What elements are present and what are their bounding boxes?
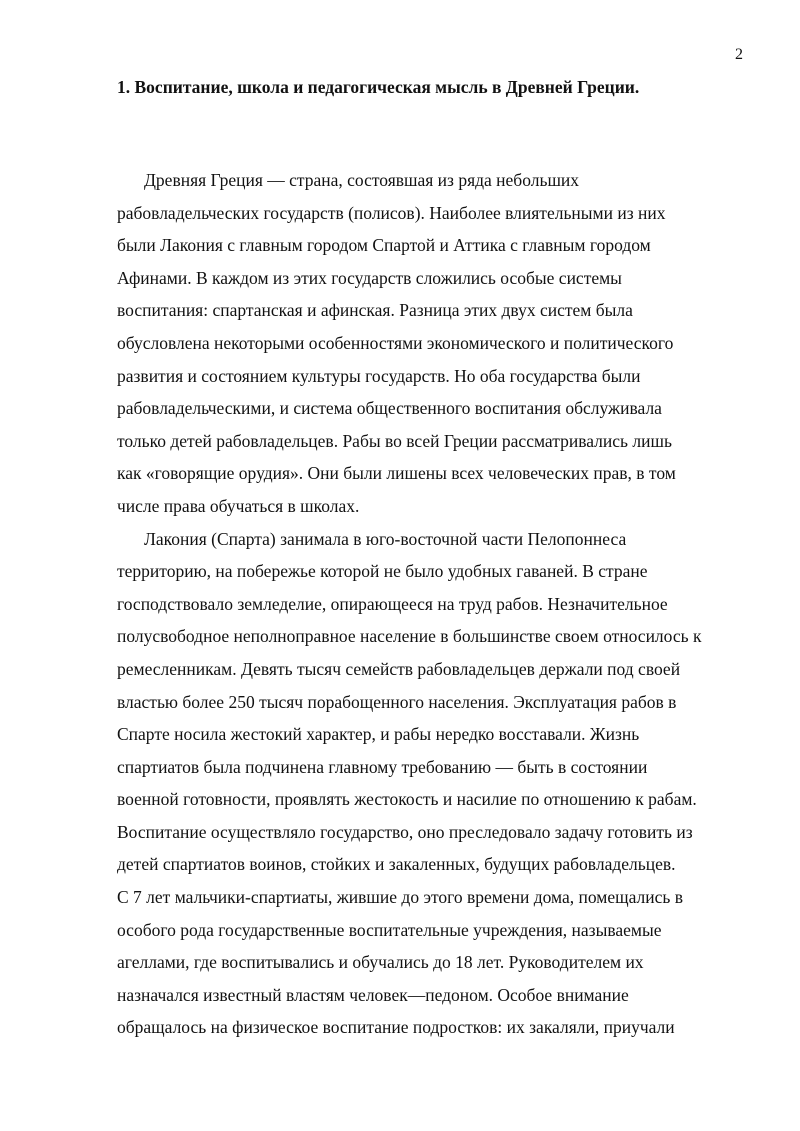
text-line: Афинами. В каждом из этих государств сложились особые системы	[117, 267, 622, 288]
text-line: агеллами, где воспитывались и обучались до 18 лет. Руководителем их	[117, 952, 644, 973]
text-line: рабовладельческих государств (полисов). Наиболее влиятельными из них	[117, 202, 666, 223]
text-line: спартиатов была подчинена главному требованию — быть в состоянии	[117, 756, 648, 777]
text-line: только детей рабовладельцев. Рабы во всей Греции рассматривались лишь	[117, 430, 672, 451]
text-line: Воспитание осуществляло государство, оно преследовало задачу готовить из	[117, 821, 693, 842]
text-line: обращалось на физическое воспитание подростков: их закаляли, приучали	[117, 1017, 675, 1038]
text-line: детей спартиатов воинов, стойких и закаленных, будущих рабовладельцев.	[117, 854, 676, 875]
text-line: Лакония (Спарта) занимала в юго-восточной части Пелопоннеса	[144, 528, 627, 549]
text-line: властью более 250 тысяч порабощенного населения. Эксплуатация рабов в	[117, 691, 677, 712]
text-line: как «говорящие орудия». Они были лишены всех человеческих прав, в том	[117, 463, 676, 484]
text-line: полусвободное неполноправное население в большинстве своем относилось к	[117, 626, 702, 647]
text-line: господствовало земледелие, опирающееся на труд рабов. Незначительное	[117, 593, 668, 614]
text-line: назначался известный властям человек—педоном. Особое внимание	[117, 984, 629, 1005]
text-line: были Лакония с главным городом Спартой и Аттика с главным городом	[117, 235, 651, 256]
section-heading: 1. Воспитание, школа и педагогическая мысль в Древней Греции.	[117, 77, 640, 97]
text-line: воспитания: спартанская и афинская. Разница этих двух систем была	[117, 300, 633, 321]
text-line: развития и состоянием культуры государств. Но оба государства были	[117, 365, 641, 386]
text-line: числе права обучаться в школах.	[117, 495, 360, 516]
text-line: особого рода государственные воспитательные учреждения, называемые	[117, 919, 662, 940]
body-text	[117, 164, 777, 1044]
text-line: Древняя Греция — страна, состоявшая из ряда небольших	[144, 170, 580, 190]
text-line: обусловлена некоторыми особенностями экономического и политического	[117, 332, 674, 353]
page-number: 2	[735, 46, 743, 63]
text-line: рабовладельческими, и система общественного воспитания обслуживала	[117, 398, 662, 419]
text-line: ремесленникам. Девять тысяч семейств рабовладельцев держали под своей	[117, 658, 681, 679]
text-line: С 7 лет мальчики-спартиаты, жившие до этого времени дома, помещались в	[117, 887, 684, 908]
text-line: территорию, на побережье которой не было удобных гаваней. В стране	[117, 561, 648, 582]
text-line: военной готовности, проявлять жестокость и насилие по отношению к рабам.	[117, 789, 697, 810]
text-line: Спарте носила жестокий характер, и рабы нередко восставали. Жизнь	[117, 724, 640, 745]
